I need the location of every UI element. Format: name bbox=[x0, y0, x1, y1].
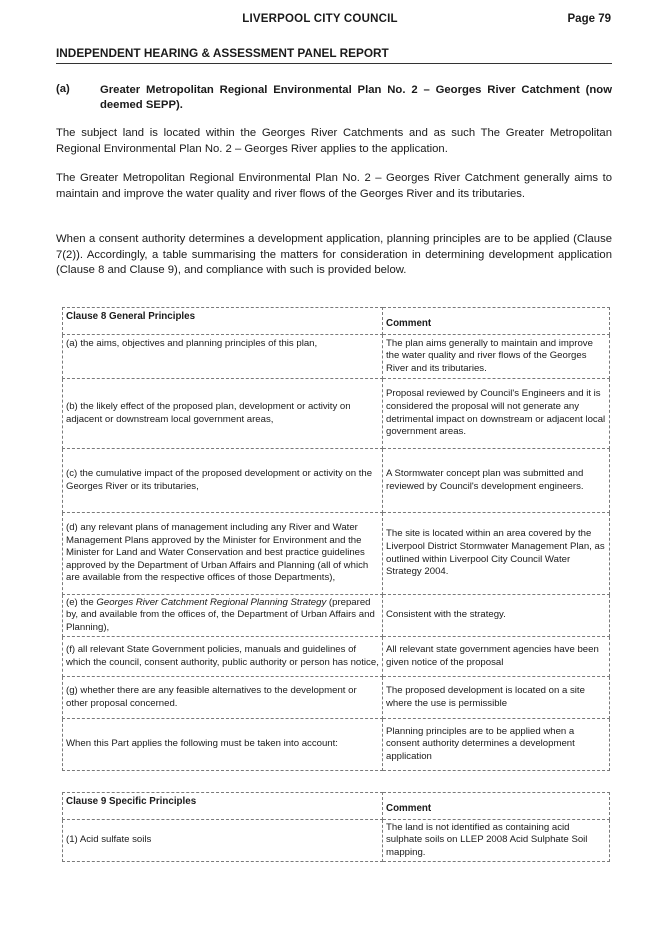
strategy-title: Georges River Catchment Regional Planning Strategy bbox=[96, 596, 327, 608]
comment-cell: Planning principles are to be applied when a consent authority determines a development application bbox=[383, 719, 610, 771]
council-name: LIVERPOOL CITY COUNCIL bbox=[242, 13, 398, 25]
table-row bbox=[63, 677, 610, 719]
table-row bbox=[63, 513, 610, 595]
table-header-cell: Comment bbox=[383, 308, 610, 335]
table-row bbox=[63, 595, 610, 637]
principle-cell: (b) the likely effect of the proposed plan, development or activity on adjacent or downstream local government areas, bbox=[63, 379, 383, 449]
table-row bbox=[63, 379, 610, 449]
header-divider bbox=[56, 63, 612, 64]
comment-cell: Consistent with the strategy. bbox=[383, 595, 610, 637]
table-row bbox=[63, 637, 610, 677]
table-header-cell: Clause 9 Specific Principles bbox=[63, 793, 383, 820]
comment-cell: Proposal reviewed by Council's Engineers and it is considered the proposal will not generate any detrimental impact on downstream or adjacent local government areas. bbox=[383, 379, 610, 449]
principle-cell: (d) any relevant plans of management including any River and Water Management Plans approved by the Minister for Environment and the Minister for Land and Water Conservation and best practice guidelines approved by the Department of Urban Affairs and Planning (all of which are available from the respective offices of those Departments), bbox=[63, 513, 383, 595]
table-row bbox=[63, 820, 610, 862]
table-row bbox=[63, 335, 610, 379]
table-header-row bbox=[63, 793, 610, 820]
table-row bbox=[63, 719, 610, 771]
clause-8-table bbox=[62, 307, 610, 771]
principle-cell: (1) Acid sulfate soils bbox=[63, 820, 383, 862]
clause-9-table bbox=[62, 792, 610, 862]
comment-cell: The proposed development is located on a site where the use is permissible bbox=[383, 677, 610, 719]
paragraph-principles: When a consent authority determines a development application, planning principles are to be applied (Clause 7(2)). Accordingly, a table summarising the matters for consideration in determining development application (Clause 8 and Clause 9), and compliance with such is provided below. bbox=[56, 233, 612, 276]
principle-cell: (g) whether there are any feasible alternatives to the development or other proposal concerned. bbox=[63, 677, 383, 719]
comment-cell: The land is not identified as containing acid sulphate soils on LLEP 2008 Acid Sulphate Soil mapping. bbox=[383, 820, 610, 862]
comment-cell: All relevant state government agencies have been given notice of the proposal bbox=[383, 637, 610, 677]
paragraph-applicability: The subject land is located within the Georges River Catchments and as such The Greater Metropolitan Regional Environmental Plan No. 2 – Georges River applies to the application. bbox=[56, 127, 612, 155]
table-header-row bbox=[63, 308, 610, 335]
principle-cell: (f) all relevant State Government policies, manuals and guidelines of which the council, consent authority, public authority or person has notice, bbox=[63, 637, 383, 677]
report-title: INDEPENDENT HEARING & ASSESSMENT PANEL REPORT bbox=[56, 46, 389, 60]
comment-cell: A Stormwater concept plan was submitted and reviewed by Council's development engineers. bbox=[383, 449, 610, 513]
table-header-cell: Comment bbox=[383, 793, 610, 820]
page-number: Page 79 bbox=[567, 13, 611, 25]
section-title: Greater Metropolitan Regional Environmental Plan No. 2 – Georges River Catchment (now deemed SEPP). bbox=[100, 84, 612, 111]
principle-cell: When this Part applies the following must be taken into account: bbox=[63, 719, 383, 771]
principle-cell bbox=[63, 595, 383, 637]
principle-cell: (c) the cumulative impact of the proposed development or activity on the Georges River or its tributaries, bbox=[63, 449, 383, 513]
paragraph-aims: The Greater Metropolitan Regional Environmental Plan No. 2 – Georges River Catchment generally aims to maintain and improve the water quality and river flows of the Georges River and its tributaries. bbox=[56, 172, 612, 200]
principle-cell: (a) the aims, objectives and planning principles of this plan, bbox=[63, 335, 383, 379]
comment-cell: The plan aims generally to maintain and improve the water quality and river flows of the Georges River and its tributaries. bbox=[383, 335, 610, 379]
section-number: (a) bbox=[56, 83, 70, 95]
table-header-cell: Clause 8 General Principles bbox=[63, 308, 383, 335]
table-row bbox=[63, 449, 610, 513]
principle-text: (prepared by, and available from the offices of, the Department of Urban Affairs and Planning), bbox=[66, 596, 375, 633]
comment-cell: The site is located within an area covered by the Liverpool District Stormwater Management Plan, as outlined within Liverpool City Council Water Strategy 2004. bbox=[383, 513, 610, 595]
principle-text: (e) the bbox=[66, 596, 97, 608]
